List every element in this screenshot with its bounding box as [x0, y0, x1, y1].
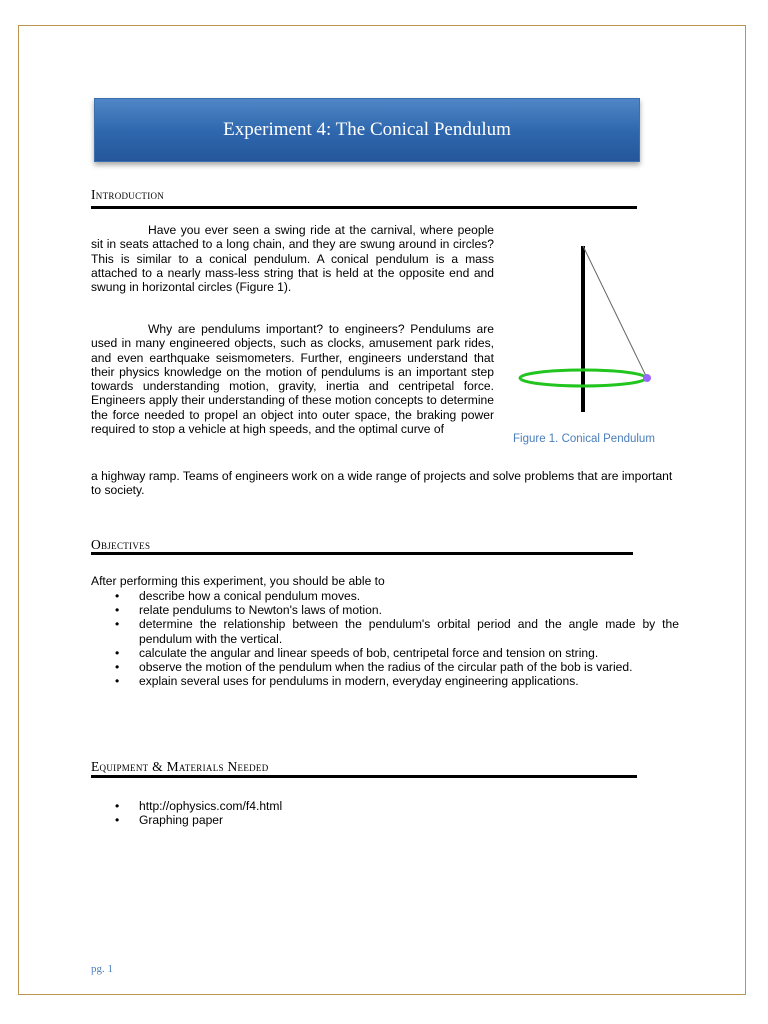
objectives-lead: After performing this experiment, you should be able to: [91, 574, 385, 588]
bullet-icon: •: [115, 645, 120, 660]
page-title: Experiment 4: The Conical Pendulum: [223, 119, 511, 140]
bullet-icon: •: [115, 617, 120, 632]
list-item: • Graphing paper: [115, 813, 224, 828]
objectives-heading: Objectives: [91, 537, 151, 552]
introduction-rule: [91, 206, 637, 209]
introduction-paragraph-1: Have you ever seen a swing ride at the carnival, where people sit in seats attached to a long chain, and they are swung around in circles? This is similar to a conical pendulum. A conical pendulum is a mass attached to a nearly mass-less string that is held at the opposite end and swung in horizontal circles (Figure 1).: [91, 223, 494, 295]
list-item: • describe how a conical pendulum moves.: [115, 589, 361, 603]
bullet-icon: •: [115, 813, 120, 828]
equipment-heading: Equipment & Materials Needed: [91, 759, 269, 774]
introduction-heading: Introduction: [91, 187, 165, 202]
list-item: • relate pendulums to Newton's laws of motion.: [115, 603, 382, 618]
objectives-list: [115, 589, 679, 688]
bullet-icon: •: [115, 660, 120, 675]
equipment-rule: [91, 775, 637, 778]
conical-pendulum-figure: [513, 232, 663, 422]
list-item: • observe the motion of the pendulum when the radius of the circular path of the bob is varied.: [115, 660, 633, 675]
bullet-icon: •: [115, 603, 120, 618]
list-item: • calculate the angular and linear speeds of bob, centripetal force and tension on string.: [115, 645, 599, 660]
bullet-icon: •: [115, 674, 120, 689]
list-item: [115, 799, 679, 813]
introduction-paragraph-2-continued: a highway ramp. Teams of engineers work on a wide range of projects and solve problems that are important to society.: [91, 469, 673, 498]
page-border: [18, 25, 746, 995]
bullet-icon: •: [115, 799, 120, 813]
pendulum-string: [583, 246, 647, 378]
introduction-paragraph-2: Why are pendulums important? to engineers? Pendulums are used in many engineered objects, such as clocks, amusement park rides, and even earthquake seismometers. Further, engineers understand that their physics knowledge on the motion of pendulums is an important step towards understanding motion, gravity, inertia and centripetal force. Engineers apply their understanding of these motion concepts to determine the force needed to propel an object into outer space, the braking power required to stop a vehicle at high speeds, and the optimal curve of: [91, 322, 494, 437]
title-banner: [94, 98, 640, 162]
equipment-link[interactable]: http://ophysics.com/f4.html: [139, 799, 283, 813]
objectives-rule: [91, 552, 633, 555]
equipment-list: [115, 799, 679, 827]
figure-caption: Figure 1. Conical Pendulum: [513, 433, 655, 445]
list-item: • determine the relationship between the pendulum's orbital period and the angle made by the pendulum with the vertical.: [115, 617, 679, 646]
pendulum-bob: [643, 374, 651, 382]
page-number: pg. 1: [91, 963, 113, 975]
bullet-icon: •: [115, 589, 120, 603]
list-item: • explain several uses for pendulums in modern, everyday engineering applications.: [115, 674, 579, 689]
